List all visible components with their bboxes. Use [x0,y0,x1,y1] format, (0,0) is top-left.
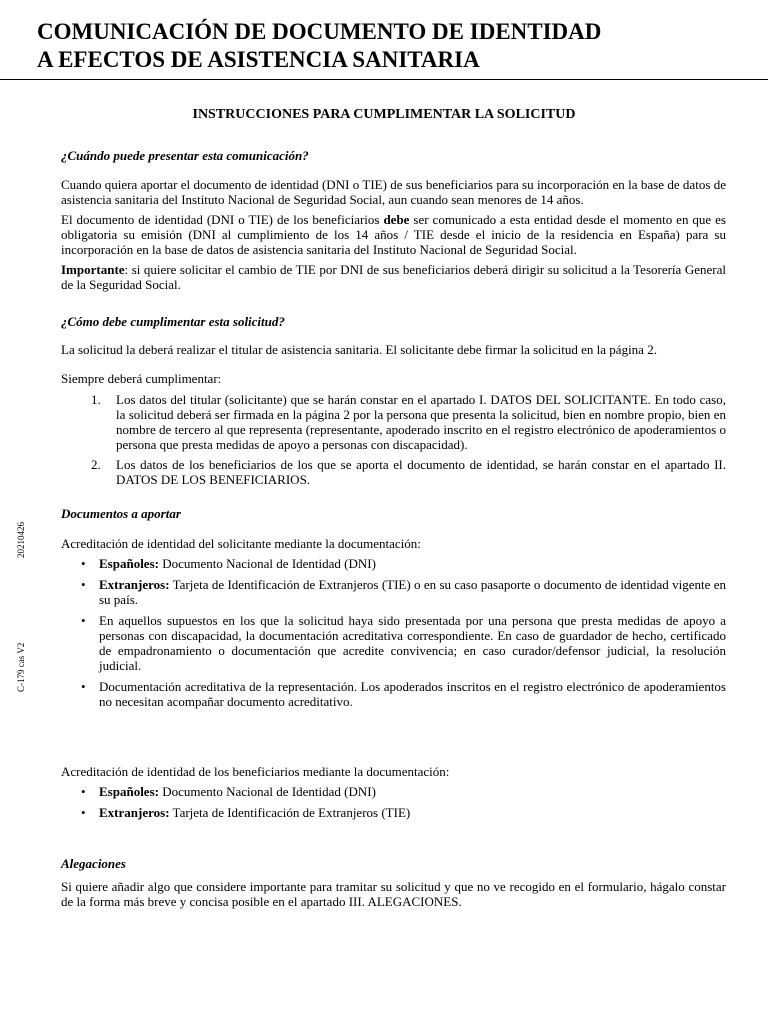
section-heading: ¿Cuándo puede presentar esta comunicación? [61,148,309,163]
section-heading: ¿Cómo debe cumplimentar esta solicitud? [61,314,285,329]
instructions-title: INSTRUCCIONES PARA CUMPLIMENTAR LA SOLICITUD [192,107,576,122]
bullet: • [81,784,86,799]
bullet-list [61,784,726,820]
list-item [61,457,726,487]
paragraph: La solicitud la deberá realizar el titular de asistencia sanitaria. El solicitante debe firmar la solicitud en la página 2. [61,342,657,357]
list-item [61,392,726,452]
section-how [61,314,726,492]
title-line-2: A EFECTOS DE ASISTENCIA SANITARIA [37,47,480,72]
list-item-text: Documento Nacional de Identidad (DNI) [158,784,376,799]
list-item-text: Documentación acreditativa de la representación. Los apoderados inscritos en el registro electrónico de apoderamientos no necesitan acompañar documento acreditativo. [99,679,726,709]
list-item-text: Los datos del titular (solicitante) que se harán constar en el apartado I. DATOS DEL SOLICITANTE. En todo caso, la solicitud deberá ser firmada en la página 2 por la persona que presenta la solicitud, bien en nombre propio, bien en nombre de tercero al que representa (representante, apoderado inscrito en el registro electrónico de apoderamientos o persona que presta medidas de apoyo a personas con discapacidad). [116,392,726,452]
list-number: 1. [91,392,101,407]
paragraph: Acreditación de identidad del solicitante mediante la documentación: [61,536,421,551]
list-item [61,556,726,571]
bold-text: Extranjeros: [99,805,170,820]
list-item [61,679,726,709]
header-divider [0,79,768,80]
side-form-code: C-179 cas V2 [16,642,26,692]
paragraph: Si quiere añadir algo que considere importante para tramitar su solicitud y que no ve recogido en el formulario, hágalo constar de la forma más breve y concisa posible en el apartado III. ALEGACIONES. [61,879,726,909]
bold-text: Importante [61,262,125,277]
paragraph [61,212,726,257]
list-item-text: Los datos de los beneficiarios de los que se aporta el documento de identidad, se harán constar en el apartado II. DATOS DE LOS BENEFICIARIOS. [116,457,726,487]
bold-text: Españoles: [99,556,159,571]
text: ser comunicado a esta entidad desde el momento en que es obligatoria su emisión (DNI al cumplimiento de los 14 años / TIE desde el inicio de la residencia en España) para su incorporación en la base de datos de asistencia sanitaria del Instituto Nacional de Seguridad Social. [61,212,726,257]
list-item [61,805,726,820]
bullet: • [81,577,86,592]
section-heading: Alegaciones [61,856,126,871]
list-item [61,784,726,799]
text: El documento de identidad (DNI o TIE) de los beneficiarios [61,212,384,227]
bold-text: debe [383,212,410,227]
section-beneficiaries-docs [61,764,726,826]
bullet: • [81,556,86,571]
bullet: • [81,613,86,628]
list-item-text: Tarjeta de Identificación de Extranjeros (TIE) o en su caso pasaporte o documento de identidad vigente en su país. [99,577,726,607]
paragraph: Acreditación de identidad de los beneficiarios mediante la documentación: [61,764,450,779]
list-number: 2. [91,457,101,472]
list-item-text: Tarjeta de Identificación de Extranjeros (TIE) [169,805,411,820]
list-item [61,613,726,673]
side-date-code: 20210426 [16,522,26,558]
numbered-list [61,392,726,487]
section-when [61,148,726,292]
bullet: • [81,679,86,694]
bullet-list [61,556,726,709]
section-documents [61,506,726,715]
list-item-text: En aquellos supuestos en los que la solicitud haya sido presentada por una persona que presta medidas de apoyo a personas con discapacidad, la documentación acreditativa correspondiente. En caso de guardador de hecho, certificado de empadronamiento o documentación que acredite convivencia; en caso curador/defensor judicial, la resolución judicial. [99,613,726,673]
bullet: • [81,805,86,820]
title-line-1: COMUNICACIÓN DE DOCUMENTO DE IDENTIDAD [37,19,602,44]
section-heading: Documentos a aportar [61,506,181,521]
list-item-text: Documento Nacional de Identidad (DNI) [158,556,376,571]
document-title [37,18,737,74]
section-allegations [61,856,726,909]
paragraph: Siempre deberá cumplimentar: [61,371,222,386]
list-item [61,577,726,607]
paragraph: Cuando quiera aportar el documento de identidad (DNI o TIE) de sus beneficiarios para su incorporación en la base de datos de asistencia sanitaria del Instituto Nacional de Seguridad Social, aun cuando sean menores de 14 años. [61,177,726,207]
text: : si quiere solicitar el cambio de TIE por DNI de sus beneficiarios deberá dirigir su solicitud a la Tesorería General de la Seguridad Social. [61,262,726,292]
paragraph [61,262,726,292]
bold-text: Españoles: [99,784,159,799]
bold-text: Extranjeros: [99,577,170,592]
